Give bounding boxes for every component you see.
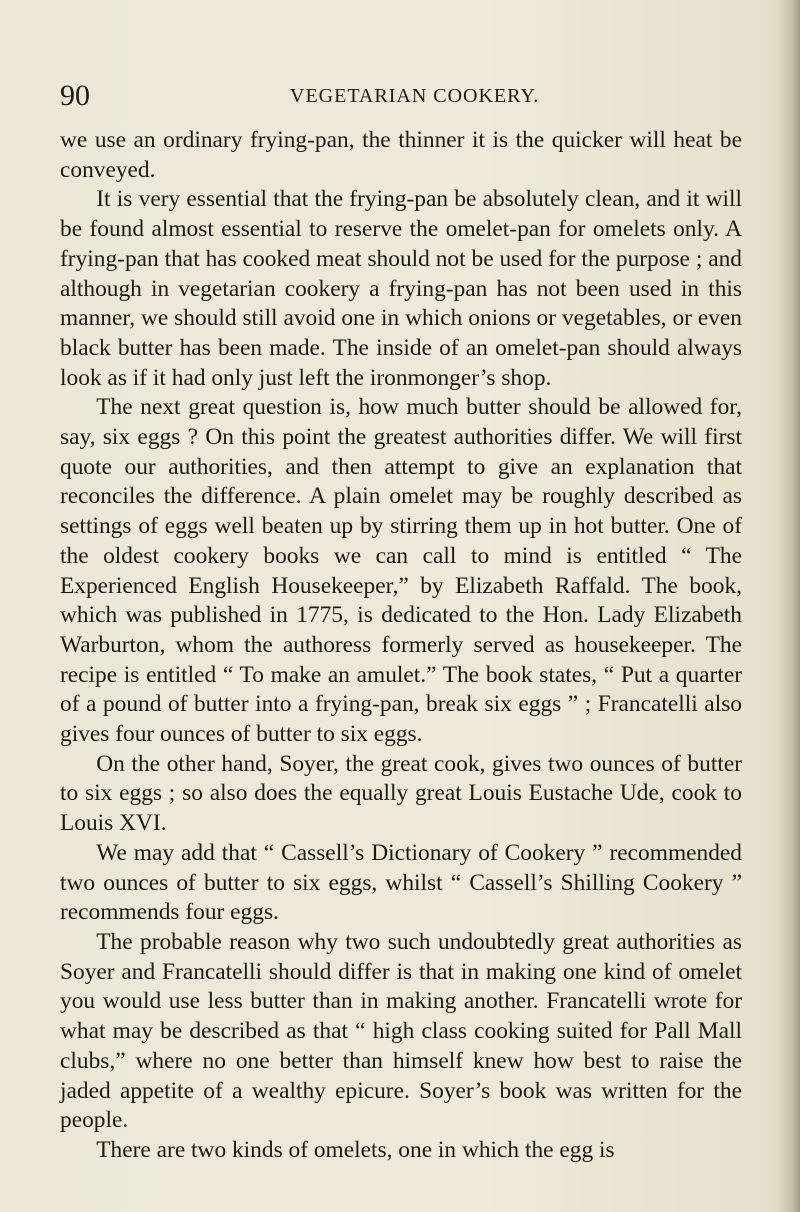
paragraph-soyer: On the other hand, Soyer, the great cook, gives two ounces of butter to six eggs ; so also does the equally great Louis Eustache Ude, cook to Louis XVI. xyxy=(60,750,742,837)
paragraph-continued: we use an ordinary frying-pan, the thinner it is the quicker will heat be conveyed. xyxy=(60,127,742,183)
paragraph-cassell: We may add that “ Cassell’s Dictionary of Cookery ” recommended two ounces of butter to six eggs, whilst “ Cassell’s Shilling Cookery ” recommends four eggs. xyxy=(60,839,742,926)
page-edge-shadow xyxy=(778,0,800,1212)
running-title: VEGETARIAN COOKERY. xyxy=(290,85,540,107)
paragraph-two-kinds: There are two kinds of omelets, one in which the egg is xyxy=(96,1136,615,1163)
page-number: 90 xyxy=(60,79,90,112)
paragraph-probable-reason: The probable reason why two such undoubtedly great authorities as Soyer and Francatelli should differ is that in making one kind of omelet you would use less butter than in making another. Francatelli wrote for what may be described as that “ high class cooking suited for Pall Mall clubs,” where no one better than himself knew how best to raise the jaded appetite of a wealthy epicure. Soyer’s book was written for the people. xyxy=(60,928,742,1134)
body-text xyxy=(60,126,742,1166)
paragraph-frying-pan-clean: It is very essential that the frying-pan be absolutely clean, and it will be found almost essential to reserve the omelet-pan for omelets only. A frying-pan that has cooked meat should not be used for the purpose ; and although in vegetarian cookery a frying-pan has not been used in this manner, we should still avoid one in which onions or vegetables, or even black butter has been made. The inside of an omelet-pan should always look as if it had only just left the ironmonger’s shop. xyxy=(60,186,742,391)
paragraph-butter-question: The next great question is, how much butter should be allowed for, say, six eggs ? On this point the greatest authorities differ. We will first quote our authorities, and then attempt to give an explanation that reconciles the difference. A plain omelet may be roughly described as settings of eggs well beaten up by stirring them up in hot butter. One of the oldest cookery books we can call to mind is entitled “ The Experienced English Housekeeper,” by Elizabeth Raffald. The book, which was published in 1775, is dedicated to the Hon. Lady Elizabeth Warburton, whom the authoress formerly served as housekeeper. The recipe is entitled “ To make an amulet.” The book states, “ Put a quarter of a pound of butter into a frying-pan, break six eggs ” ; Francatelli also gives four ounces of butter to six eggs. xyxy=(60,394,742,748)
page-header xyxy=(60,76,740,116)
